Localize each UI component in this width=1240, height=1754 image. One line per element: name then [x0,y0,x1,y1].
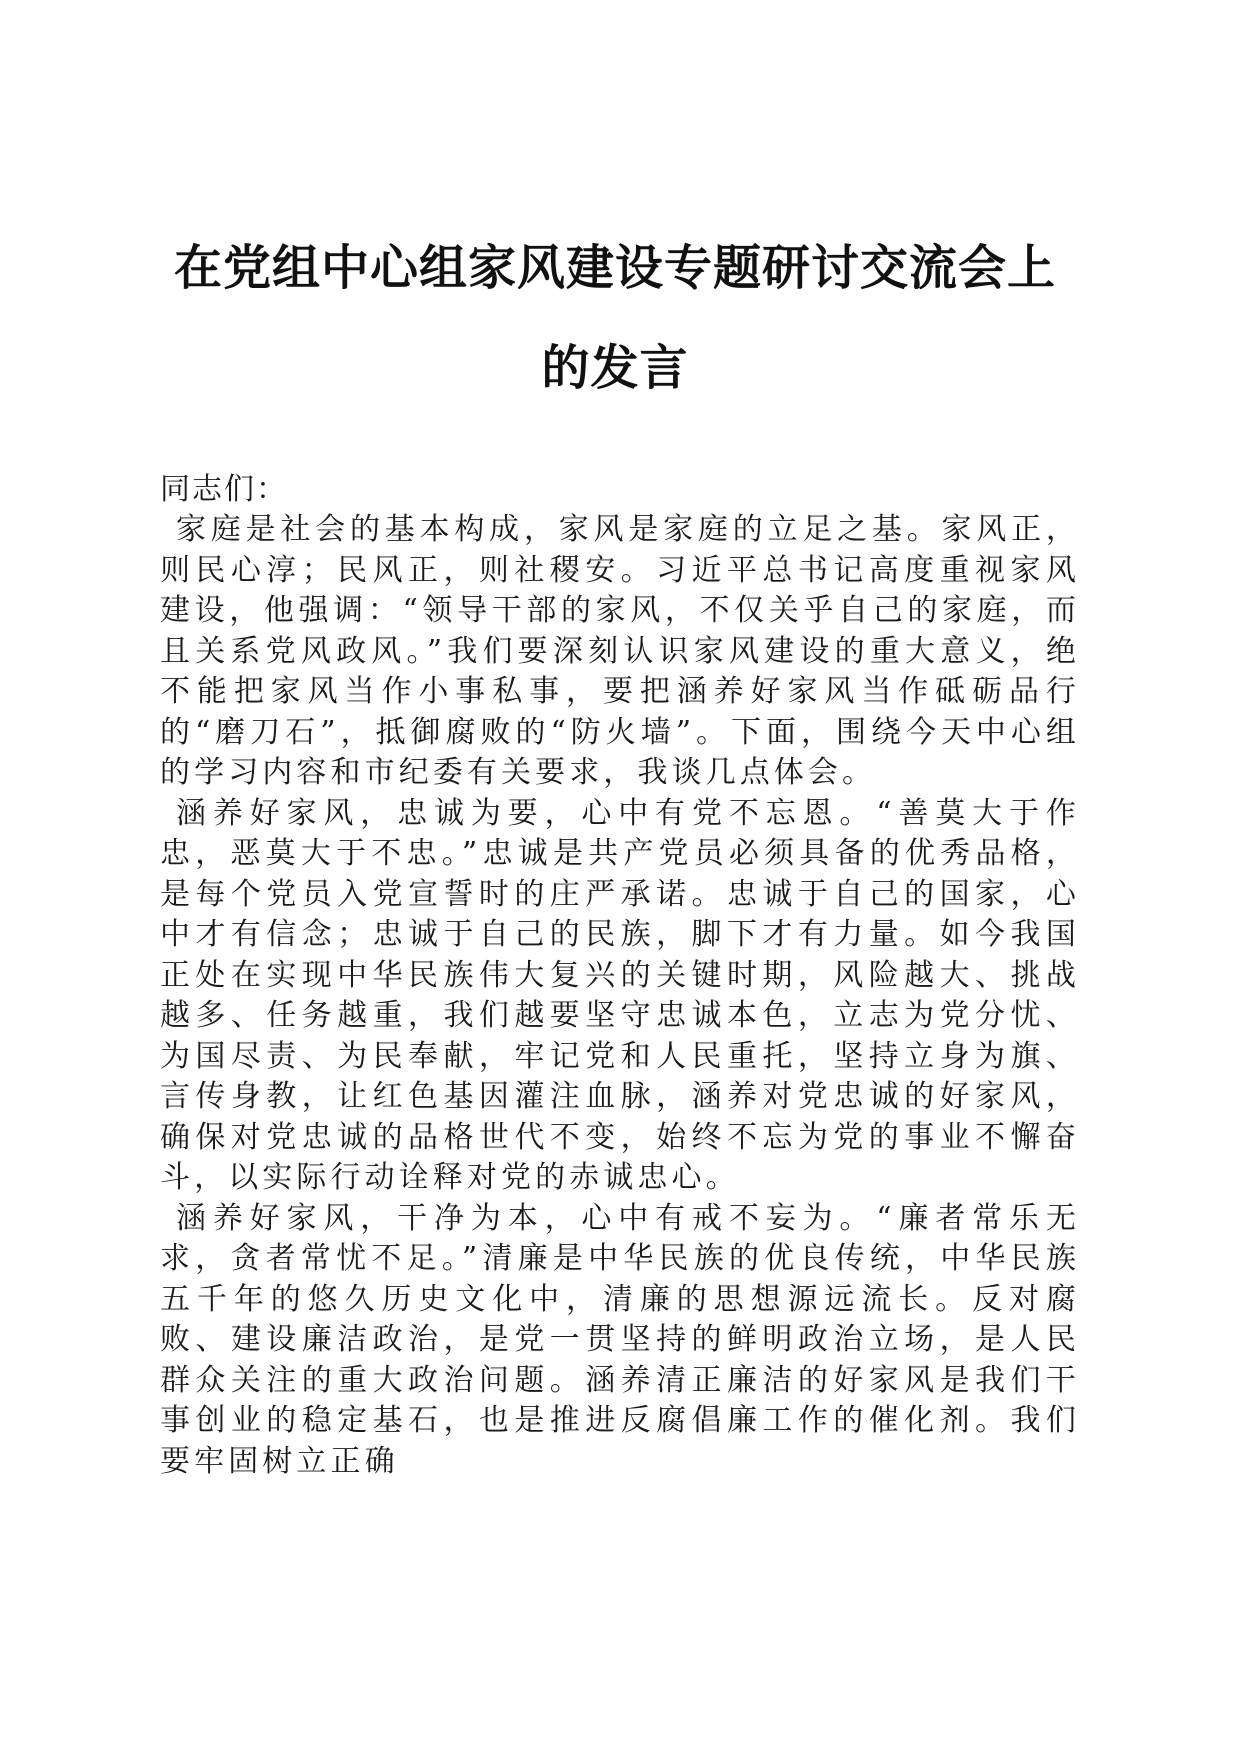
paragraph-intro: 家庭是社会的基本构成，家风是家庭的立足之基。家风正，则民心淳；民风正，则社稷安。习近平总书记高度重视家风建设，他强调：“领导干部的家风，不仅关乎自己的家庭，而且关系党风政风。”我们要深刻认识家风建设的重大意义，绝不能把家风当作小事私事，要把涵养好家风当作砥砺品行的“磨刀石”，抵御腐败的“防火墙”。下面，围绕今天中心组的学习内容和市纪委有关要求，我谈几点体会。 [160,512,1080,790]
paragraph-loyalty: 涵养好家风，忠诚为要，心中有党不忘恩。“善莫大于作忠，恶莫大于不忠。”忠诚是共产党员必须具备的优秀品格，是每个党员入党宣誓时的庄严承诺。忠诚于自己的国家，心中才有信念；忠诚于自己的民族，脚下才有力量。如今我国正处在实现中华民族伟大复兴的关键时期，风险越大、挑战越多、任务越重，我们越要坚守忠诚本色，立志为党分忧、为国尽责、为民奉献，牢记党和人民重托，坚持立身为旗、言传身教，让红色基因灌注血脉，涵养对党忠诚的好家风，确保对党忠诚的品格世代不变，始终不忘为党的事业不懈奋斗，以实际行动诠释对党的赤诚忠心。 [160,795,1080,1195]
document-body [160,470,1080,1482]
paragraph-integrity: 涵养好家风，干净为本，心中有戒不妄为。“廉者常乐无求，贪者常忧不足。”清廉是中华民族的优良传统，中华民族五千年的悠久历史文化中，清廉的思想源远流长。反对腐败、建设廉洁政治，是党一贯坚持的鲜明政治立场，是人民群众关注的重大政治问题。涵养清正廉洁的好家风是我们干事创业的稳定基石，也是推进反腐倡廉工作的催化剂。我们要牢固树立正确 [160,1200,1080,1479]
salutation: 同志们： [160,472,288,507]
document-title: 在党组中心组家风建设专题研讨交流会上的发言 [173,240,1056,396]
